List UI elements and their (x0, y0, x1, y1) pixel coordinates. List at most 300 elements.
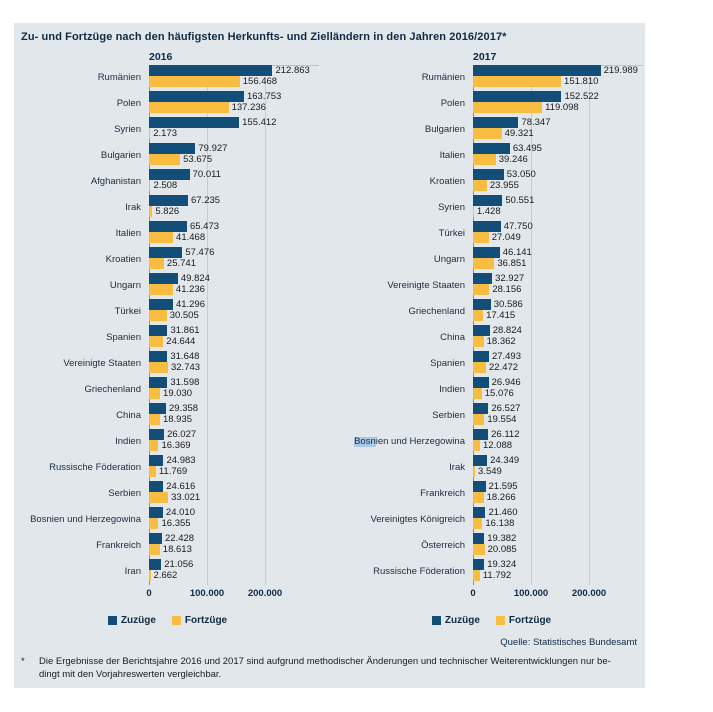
footnote-marker: * (21, 656, 25, 667)
fortzuege-bar (473, 440, 480, 451)
zuzuege-bar (473, 247, 500, 258)
bar-line (149, 102, 321, 113)
country-row (338, 403, 645, 429)
value-label: 26.527 (491, 403, 521, 414)
zuzuege-bar (149, 559, 161, 570)
fortzuege-bar (149, 570, 151, 581)
value-label: 46.141 (502, 247, 532, 258)
fortzuege-bar (149, 466, 156, 477)
zuzuege-bar (149, 195, 188, 206)
fortzuege-bar (473, 466, 475, 477)
value-label: 39.246 (498, 154, 528, 165)
country-label: Bulgarien (100, 150, 141, 161)
value-label: 3.549 (478, 466, 502, 477)
value-label: 28.824 (492, 325, 522, 336)
legend-item-zuzuege (108, 615, 156, 626)
value-label: 19.324 (487, 559, 517, 570)
fortzuege-bar (149, 440, 158, 451)
value-label: 20.085 (487, 544, 517, 555)
fortzuege-bar (473, 310, 483, 321)
country-label: Griechenland (84, 384, 141, 395)
bar-line (473, 180, 645, 191)
bar-line (473, 414, 645, 425)
value-label: 67.235 (191, 195, 221, 206)
country-label: Ungarn (433, 254, 465, 265)
country-row (338, 195, 645, 221)
bar-group (473, 65, 645, 91)
value-label: 163.753 (246, 91, 282, 102)
bar-line (149, 455, 321, 466)
bar-line (149, 221, 321, 232)
value-label: 219.989 (603, 65, 638, 76)
value-label: 32.927 (495, 273, 525, 284)
bar-line (149, 247, 321, 258)
zuzuege-bar (473, 533, 484, 544)
value-label: 57.476 (185, 247, 215, 258)
value-label: 49.321 (504, 128, 534, 139)
country-row (14, 559, 321, 585)
country-label: Syrien (438, 202, 465, 213)
value-label: 19.382 (487, 533, 517, 544)
value-label: 151.810 (564, 76, 599, 87)
country-row (14, 377, 321, 403)
bar-line (473, 117, 645, 128)
zuzuege-bar (149, 403, 166, 414)
bar-group (149, 325, 321, 351)
value-label: 31.648 (170, 351, 200, 362)
value-label: 18.613 (162, 544, 192, 555)
zuzuege-swatch-icon (432, 616, 441, 625)
bar-line (149, 195, 321, 206)
bar-group (473, 351, 645, 377)
value-label: 18.362 (486, 336, 516, 347)
chart-panel (14, 23, 645, 688)
bar-group (473, 559, 645, 585)
country-label: Iran (124, 566, 141, 577)
bar-line (149, 206, 321, 217)
value-label: 137.236 (231, 102, 266, 113)
bar-group (473, 117, 645, 143)
value-label: 41.236 (175, 284, 205, 295)
country-label: Bosn ien und Herzegowina (354, 436, 465, 447)
bar-group (473, 195, 645, 221)
bar-group (149, 299, 321, 325)
x-axis-2017 (470, 585, 645, 601)
fortzuege-bar (473, 388, 482, 399)
country-label: Italien (439, 150, 465, 161)
bar-line (473, 388, 645, 399)
zuzuege-bar (473, 143, 510, 154)
country-row (14, 247, 321, 273)
country-label: Vereinigte Staaten (387, 280, 465, 291)
bar-line (473, 351, 645, 362)
value-label: 21.056 (164, 559, 194, 570)
zuzuege-bar (149, 325, 167, 336)
value-label: 16.138 (485, 518, 515, 529)
legend-label: Fortzüge (508, 615, 552, 626)
bar-line (149, 533, 321, 544)
value-label: 24.644 (166, 336, 196, 347)
zuzuege-bar (149, 481, 163, 492)
value-label: 30.505 (169, 310, 199, 321)
value-label: 65.473 (189, 221, 220, 232)
bar-line (473, 91, 645, 102)
country-label: Irak (125, 202, 141, 213)
bar-line (473, 195, 645, 206)
zuzuege-swatch-icon (108, 616, 117, 625)
fortzuege-bar (149, 154, 180, 165)
fortzuege-bar (149, 128, 150, 139)
country-row (338, 299, 645, 325)
bar-line (149, 362, 321, 373)
value-label: 53.675 (183, 154, 213, 165)
bar-group (149, 429, 321, 455)
zuzuege-bar (149, 221, 187, 232)
country-label: Russische Föderation (49, 462, 141, 473)
year-label-2016: 2016 (149, 51, 173, 63)
value-label: 21.460 (488, 507, 518, 518)
zuzuege-bar (473, 195, 502, 206)
country-row (338, 169, 645, 195)
fortzuege-bar (149, 336, 163, 347)
bar-group (473, 247, 645, 273)
zuzuege-bar (473, 169, 504, 180)
country-row (338, 117, 645, 143)
zuzuege-bar (149, 533, 162, 544)
zuzuege-bar (149, 351, 167, 362)
value-label: 212.863 (275, 65, 310, 76)
zuzuege-bar (473, 299, 491, 310)
bar-group (149, 221, 321, 247)
country-label: Türkei (114, 306, 141, 317)
value-label: 49.824 (180, 273, 210, 284)
country-row (338, 429, 645, 455)
value-label: 27.493 (491, 351, 521, 362)
fortzuege-bar (473, 258, 494, 269)
value-label: 78.347 (521, 117, 551, 128)
legend-item-zuzuege (432, 615, 480, 626)
bar-group (149, 481, 321, 507)
zuzuege-bar (149, 273, 178, 284)
value-label: 47.750 (503, 221, 533, 232)
bar-group (149, 455, 321, 481)
bar-line (149, 570, 321, 581)
bar-line (473, 273, 645, 284)
value-label: 28.156 (492, 284, 522, 295)
bar-line (473, 507, 645, 518)
bar-line (473, 429, 645, 440)
value-label: 29.358 (169, 403, 199, 414)
bar-line (473, 221, 645, 232)
bar-line (473, 169, 645, 180)
country-label: Frankreich (96, 540, 141, 551)
value-label: 24.616 (166, 481, 196, 492)
bar-group (473, 325, 645, 351)
country-row (338, 559, 645, 585)
bar-line (473, 362, 645, 373)
bar-group (149, 91, 321, 117)
source-note: Quelle: Statistisches Bundesamt (500, 637, 637, 648)
country-label: Türkei (438, 228, 465, 239)
bar-group (149, 559, 321, 585)
bar-line (149, 299, 321, 310)
country-row (14, 403, 321, 429)
bar-group (473, 533, 645, 559)
x-tick-label: 100.000 (513, 588, 549, 599)
zuzuege-bar (473, 221, 501, 232)
bar-line (473, 128, 645, 139)
bar-line (149, 377, 321, 388)
footnote (14, 655, 645, 681)
bar-line (149, 310, 321, 321)
bar-line (149, 273, 321, 284)
legend-2016 (14, 614, 321, 627)
country-row (14, 481, 321, 507)
bar-line (473, 466, 645, 477)
bar-line (149, 258, 321, 269)
country-label: Ungarn (109, 280, 141, 291)
bar-line (473, 65, 645, 76)
value-label: 16.355 (161, 518, 191, 529)
fortzuege-bar (149, 76, 240, 87)
bar-group (473, 403, 645, 429)
fortzuege-bar (473, 544, 485, 555)
value-label: 2.508 (153, 180, 178, 191)
country-label: Indien (439, 384, 465, 395)
zuzuege-bar (473, 325, 490, 336)
bar-line (149, 180, 321, 191)
bar-line (149, 284, 321, 295)
value-label: 41.468 (176, 232, 206, 243)
country-label: Kroatien (105, 254, 141, 265)
bar-group (473, 455, 645, 481)
bar-line (149, 128, 321, 139)
fortzuege-bar (473, 180, 487, 191)
country-row (14, 221, 321, 247)
country-row (14, 169, 321, 195)
selected-text: Bosn (354, 436, 376, 447)
country-row (14, 65, 321, 91)
bar-group (149, 507, 321, 533)
bar-group (473, 91, 645, 117)
country-label: Indien (115, 436, 141, 447)
fortzuege-bar (149, 284, 173, 295)
zuzuege-bar (473, 559, 484, 570)
zuzuege-bar (473, 481, 486, 492)
value-label: 19.554 (487, 414, 517, 425)
fortzuege-swatch-icon (172, 616, 181, 625)
chart-2016 (14, 50, 321, 627)
country-label: China (116, 410, 141, 421)
value-label: 24.349 (490, 455, 520, 466)
country-label: Serbien (432, 410, 465, 421)
country-label: Russische Föderation (373, 566, 465, 577)
bar-line (149, 440, 321, 451)
value-label: 30.586 (493, 299, 523, 310)
value-label: 53.050 (506, 169, 536, 180)
country-row (338, 247, 645, 273)
bar-line (473, 533, 645, 544)
country-row (338, 481, 645, 507)
country-row (338, 273, 645, 299)
value-label: 22.472 (489, 362, 519, 373)
country-label: Bosnien und Herzegowina (30, 514, 141, 525)
fortzuege-bar (149, 258, 164, 269)
footnote-text: Die Ergebnisse der Berichtsjahre 2016 und 2017 sind aufgrund methodischer Änderungen und technischer Weiterentwicklungen nur be- dingt mit den Vorjahreswerten vergleichbar. (39, 656, 611, 680)
country-row (338, 143, 645, 169)
country-row (338, 377, 645, 403)
bar-line (473, 325, 645, 336)
bar-group (149, 377, 321, 403)
country-row (14, 351, 321, 377)
country-label: Rumänien (97, 72, 141, 83)
zuzuege-bar (149, 143, 195, 154)
country-label: Irak (449, 462, 465, 473)
value-label: 11.769 (158, 466, 188, 477)
value-label: 1.428 (476, 206, 501, 217)
country-row (14, 325, 321, 351)
value-label: 18.266 (486, 492, 516, 503)
zuzuege-bar (473, 377, 489, 388)
fortzuege-bar (473, 492, 484, 503)
value-label: 26.112 (491, 429, 520, 440)
bar-line (473, 440, 645, 451)
bar-group (149, 351, 321, 377)
plot-area-2016 (14, 65, 321, 585)
fortzuege-swatch-icon (496, 616, 505, 625)
country-row (14, 273, 321, 299)
legend-label: Zuzüge (120, 615, 156, 626)
value-label: 41.296 (175, 299, 205, 310)
bar-line (473, 570, 645, 581)
country-row (338, 221, 645, 247)
bar-group (473, 143, 645, 169)
zuzuege-bar (149, 65, 272, 76)
zuzuege-bar (473, 507, 485, 518)
zuzuege-bar (149, 507, 163, 518)
legend-label: Zuzüge (444, 615, 480, 626)
bar-line (149, 492, 321, 503)
country-label: Polen (440, 98, 465, 109)
country-row (14, 533, 321, 559)
country-row (14, 299, 321, 325)
bar-group (473, 507, 645, 533)
fortzuege-bar (473, 128, 502, 139)
country-label: Österreich (421, 540, 465, 551)
bar-group (473, 429, 645, 455)
country-row (14, 455, 321, 481)
fortzuege-bar (149, 310, 167, 321)
legend-item-fortzuege (172, 615, 227, 626)
bar-line (149, 388, 321, 399)
bar-group (149, 169, 321, 195)
bar-line (149, 559, 321, 570)
country-label: Serbien (108, 488, 141, 499)
zuzuege-bar (149, 169, 190, 180)
fortzuege-bar (473, 232, 489, 243)
fortzuege-bar (149, 206, 152, 217)
bar-group (473, 299, 645, 325)
country-label: Polen (116, 98, 141, 109)
value-label: 36.851 (497, 258, 527, 269)
bar-line (149, 507, 321, 518)
bar-group (149, 117, 321, 143)
value-label: 27.049 (491, 232, 521, 243)
value-label: 26.027 (167, 429, 197, 440)
country-row (338, 455, 645, 481)
bar-group (149, 195, 321, 221)
country-label: Spanien (106, 332, 141, 343)
bar-line (473, 206, 645, 217)
bar-line (473, 336, 645, 347)
x-axis-2016 (146, 585, 321, 601)
bar-group (473, 377, 645, 403)
value-label: 21.595 (488, 481, 518, 492)
value-label: 119.098 (545, 102, 579, 113)
year-label-2017: 2017 (473, 51, 497, 63)
bar-line (473, 76, 645, 87)
zuzuege-bar (149, 455, 163, 466)
chart-2017 (338, 50, 645, 627)
value-label: 33.021 (171, 492, 201, 503)
value-label: 155.412 (242, 117, 277, 128)
value-label: 31.598 (170, 377, 200, 388)
bar-line (149, 143, 321, 154)
bar-line (473, 143, 645, 154)
bar-group (149, 143, 321, 169)
x-tick-label: 200.000 (571, 588, 607, 599)
x-tick-label: 0 (146, 588, 152, 599)
fortzuege-bar (149, 232, 173, 243)
zuzuege-bar (149, 299, 173, 310)
bar-group (149, 403, 321, 429)
value-label: 22.428 (165, 533, 195, 544)
value-label: 2.173 (153, 128, 178, 139)
bar-line (473, 284, 645, 295)
value-label: 15.076 (484, 388, 514, 399)
value-label: 63.495 (512, 143, 542, 154)
zuzuege-bar (149, 377, 167, 388)
country-label: Rumänien (421, 72, 465, 83)
country-label: Kroatien (429, 176, 465, 187)
country-label: Frankreich (420, 488, 465, 499)
bar-group (473, 221, 645, 247)
country-label: Italien (115, 228, 141, 239)
value-label: 23.955 (489, 180, 519, 191)
bar-group (149, 247, 321, 273)
country-row (14, 507, 321, 533)
bar-line (473, 481, 645, 492)
plot-area-2017 (338, 65, 645, 585)
country-row (338, 91, 645, 117)
zuzuege-bar (473, 273, 492, 284)
bar-line (149, 117, 321, 128)
bar-line (473, 247, 645, 258)
country-label: Vereinigtes Königreich (370, 514, 465, 525)
zuzuege-bar (473, 91, 561, 102)
fortzuege-bar (473, 206, 474, 217)
bar-line (149, 429, 321, 440)
fortzuege-bar (149, 180, 150, 191)
fortzuege-bar (473, 284, 489, 295)
value-label: 50.551 (505, 195, 535, 206)
fortzuege-bar (149, 388, 160, 399)
bar-group (149, 65, 321, 91)
bar-line (473, 310, 645, 321)
zuzuege-bar (473, 455, 487, 466)
bar-line (149, 351, 321, 362)
zuzuege-bar (149, 117, 239, 128)
